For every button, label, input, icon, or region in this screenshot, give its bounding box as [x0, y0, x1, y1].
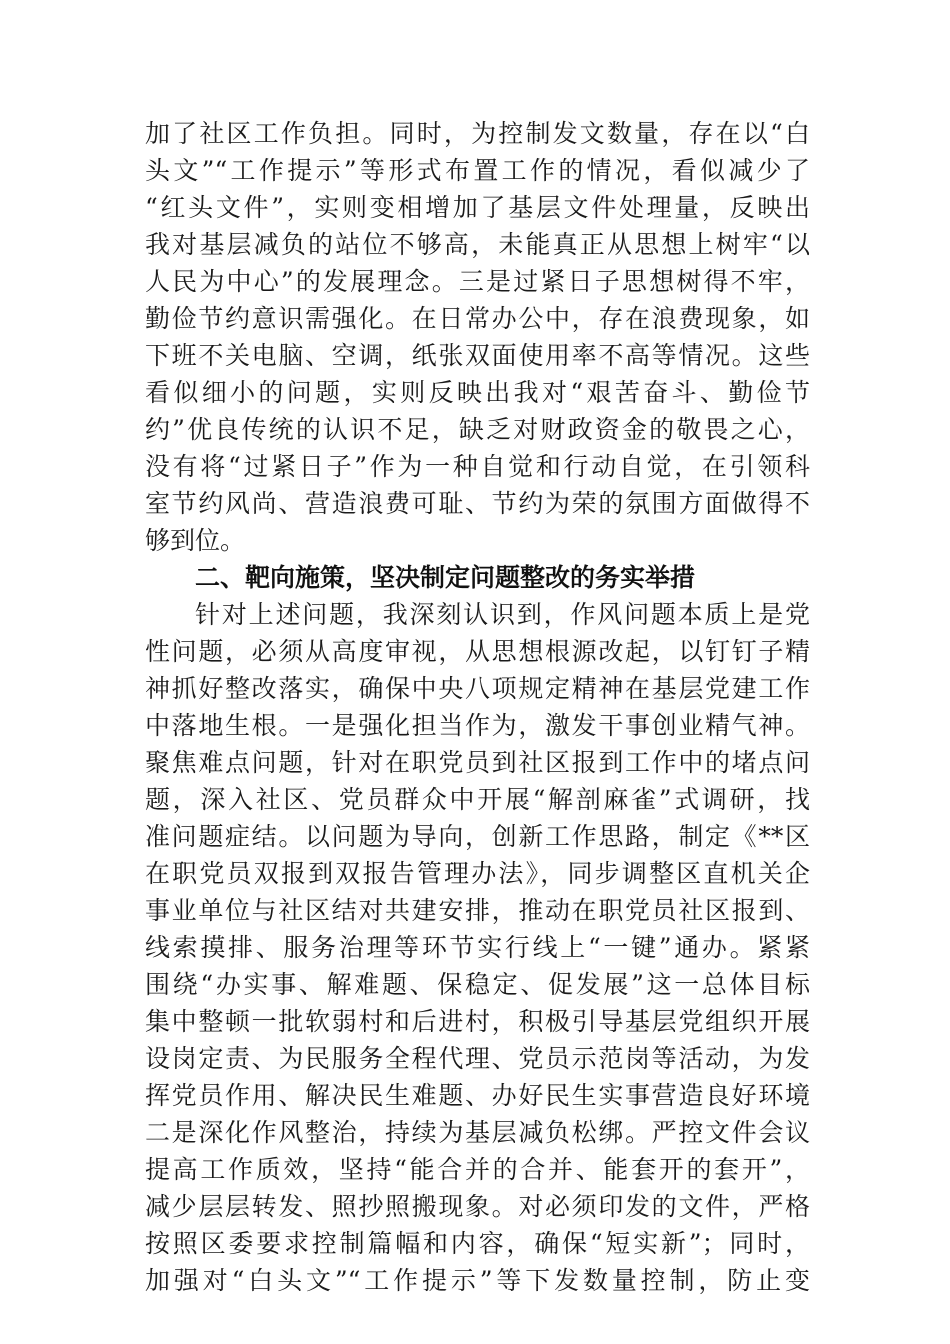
paragraph-1-line: 头文”“工作提示”等形式布置工作的情况，看似减少了	[145, 156, 810, 185]
paragraph-2-line: 线索摸排、服务治理等环节实行线上“一键”通办。紧紧	[145, 933, 810, 962]
paragraph-2-line: 围绕“办实事、解难题、保稳定、促发展”这一总体目标	[145, 970, 810, 999]
paragraph-1-line: 加了社区工作负担。同时，为控制发文数量，存在以“白	[145, 119, 810, 148]
paragraph-2-line: 中落地生根。一是强化担当作为，激发干事创业精气神。	[145, 711, 810, 740]
paragraph-2-line: 集中整顿一批软弱村和后进村，积极引导基层党组织开展	[145, 1007, 810, 1036]
paragraph-2-line: 减少层层转发、照抄照搬现象。对必须印发的文件，严格	[145, 1192, 810, 1221]
paragraph-1-line: 人民为中心”的发展理念。三是过紧日子思想树得不牢，	[145, 267, 810, 296]
paragraph-2-line: 在职党员双报到双报告管理办法》，同步调整区直机关企	[145, 859, 810, 888]
paragraph-1-line: 我对基层减负的站位不够高，未能真正从思想上树牢“以	[145, 230, 810, 259]
paragraph-2-line: 挥党员作用、解决民生难题、办好民生实事营造良好环境	[145, 1081, 810, 1110]
section-heading: 二、靶向施策，坚决制定问题整改的务实举措	[195, 563, 696, 592]
paragraph-2-line: 针对上述问题，我深刻认识到，作风问题本质上是党	[195, 600, 810, 629]
paragraph-1-line: 室节约风尚、营造浪费可耻、节约为荣的氛围方面做得不	[145, 489, 810, 518]
paragraph-2-line: 事业单位与社区结对共建安排，推动在职党员社区报到、	[145, 896, 810, 925]
paragraph-1-line: 没有将“过紧日子”作为一种自觉和行动自觉，在引领科	[145, 452, 810, 481]
paragraph-1-line: 下班不关电脑、空调，纸张双面使用率不高等情况。这些	[145, 341, 810, 370]
paragraph-1-line: 看似细小的问题，实则反映出我对“艰苦奋斗、勤俭节	[145, 378, 810, 407]
paragraph-2-line: 按照区委要求控制篇幅和内容，确保“短实新”；同时，	[145, 1229, 810, 1258]
paragraph-2-line: 加强对“白头文”“工作提示”等下发数量控制，防止变	[145, 1266, 810, 1295]
paragraph-2-line: 神抓好整改落实，确保中央八项规定精神在基层党建工作	[145, 674, 810, 703]
paragraph-2-line: 准问题症结。以问题为导向，创新工作思路，制定《**区	[145, 822, 810, 851]
paragraph-1-line: “红头文件”，实则变相增加了基层文件处理量，反映出	[145, 193, 810, 222]
paragraph-2-line: 提高工作质效，坚持“能合并的合并、能套开的套开”，	[145, 1155, 810, 1184]
paragraph-2-line: 二是深化作风整治，持续为基层减负松绑。严控文件会议	[145, 1118, 810, 1147]
paragraph-2-line: 题，深入社区、党员群众中开展“解剖麻雀”式调研，找	[145, 785, 810, 814]
paragraph-2-line: 聚焦难点问题，针对在职党员到社区报到工作中的堵点问	[145, 748, 810, 777]
paragraph-1-line: 约”优良传统的认识不足，缺乏对财政资金的敬畏之心，	[145, 415, 810, 444]
paragraph-2-line: 性问题，必须从高度审视，从思想根源改起，以钉钉子精	[145, 637, 810, 666]
paragraph-1-line: 够到位。	[145, 526, 246, 555]
paragraph-2-line: 设岗定责、为民服务全程代理、党员示范岗等活动，为发	[145, 1044, 810, 1073]
paragraph-1-line: 勤俭节约意识需强化。在日常办公中，存在浪费现象，如	[145, 304, 810, 333]
